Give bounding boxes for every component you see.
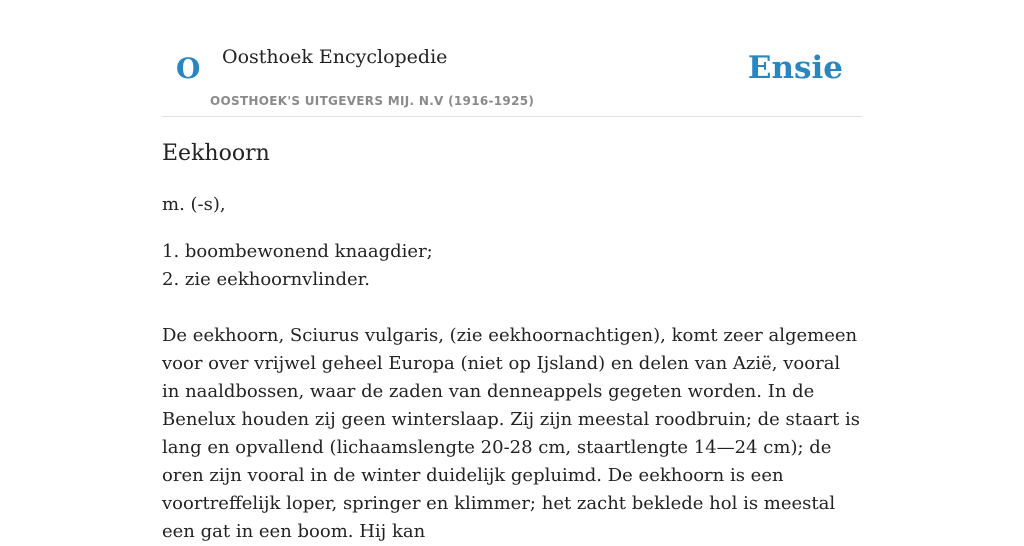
sense-item: 2. zie eekhoornvlinder. bbox=[162, 269, 370, 290]
entry-title: Eekhoorn bbox=[162, 141, 270, 166]
entry-content bbox=[162, 138, 862, 546]
source-logo[interactable]: O bbox=[176, 52, 201, 85]
entry-body: De eekhoorn, Sciurus vulgaris, (zie eekhoornachtigen), komt zeer algemeen voor over vrijwel geheel Europa (niet op Ijsland) en delen van Azië, vooral in naaldbossen, waar de zaden van denneappels gegeten worden. In de Benelux houden zij geen winterslaap. Zij zijn meestal roodbruin; de staart is lang en opvallend (lichaamslengte 20-28 cm, staartlengte 14—24 cm); de oren zijn vooral in de winter duidelijk gepluimd. De eekhoorn is een voortreffelijk loper, springer en klimmer; het zacht beklede hol is meestal een gat in een boom. Hij kan bbox=[162, 325, 861, 542]
source-header bbox=[162, 0, 862, 117]
brand-logo[interactable]: Ensie bbox=[747, 50, 843, 86]
entry-grammar: m. (-s), bbox=[162, 194, 226, 215]
sense-list bbox=[162, 238, 862, 294]
source-publisher: OOSTHOEK'S UITGEVERS MIJ. N.V (1916-1925) bbox=[210, 94, 535, 108]
source-title-link[interactable]: Oosthoek Encyclopedie bbox=[222, 46, 448, 68]
sense-item: 1. boombewonend knaagdier; bbox=[162, 241, 433, 262]
